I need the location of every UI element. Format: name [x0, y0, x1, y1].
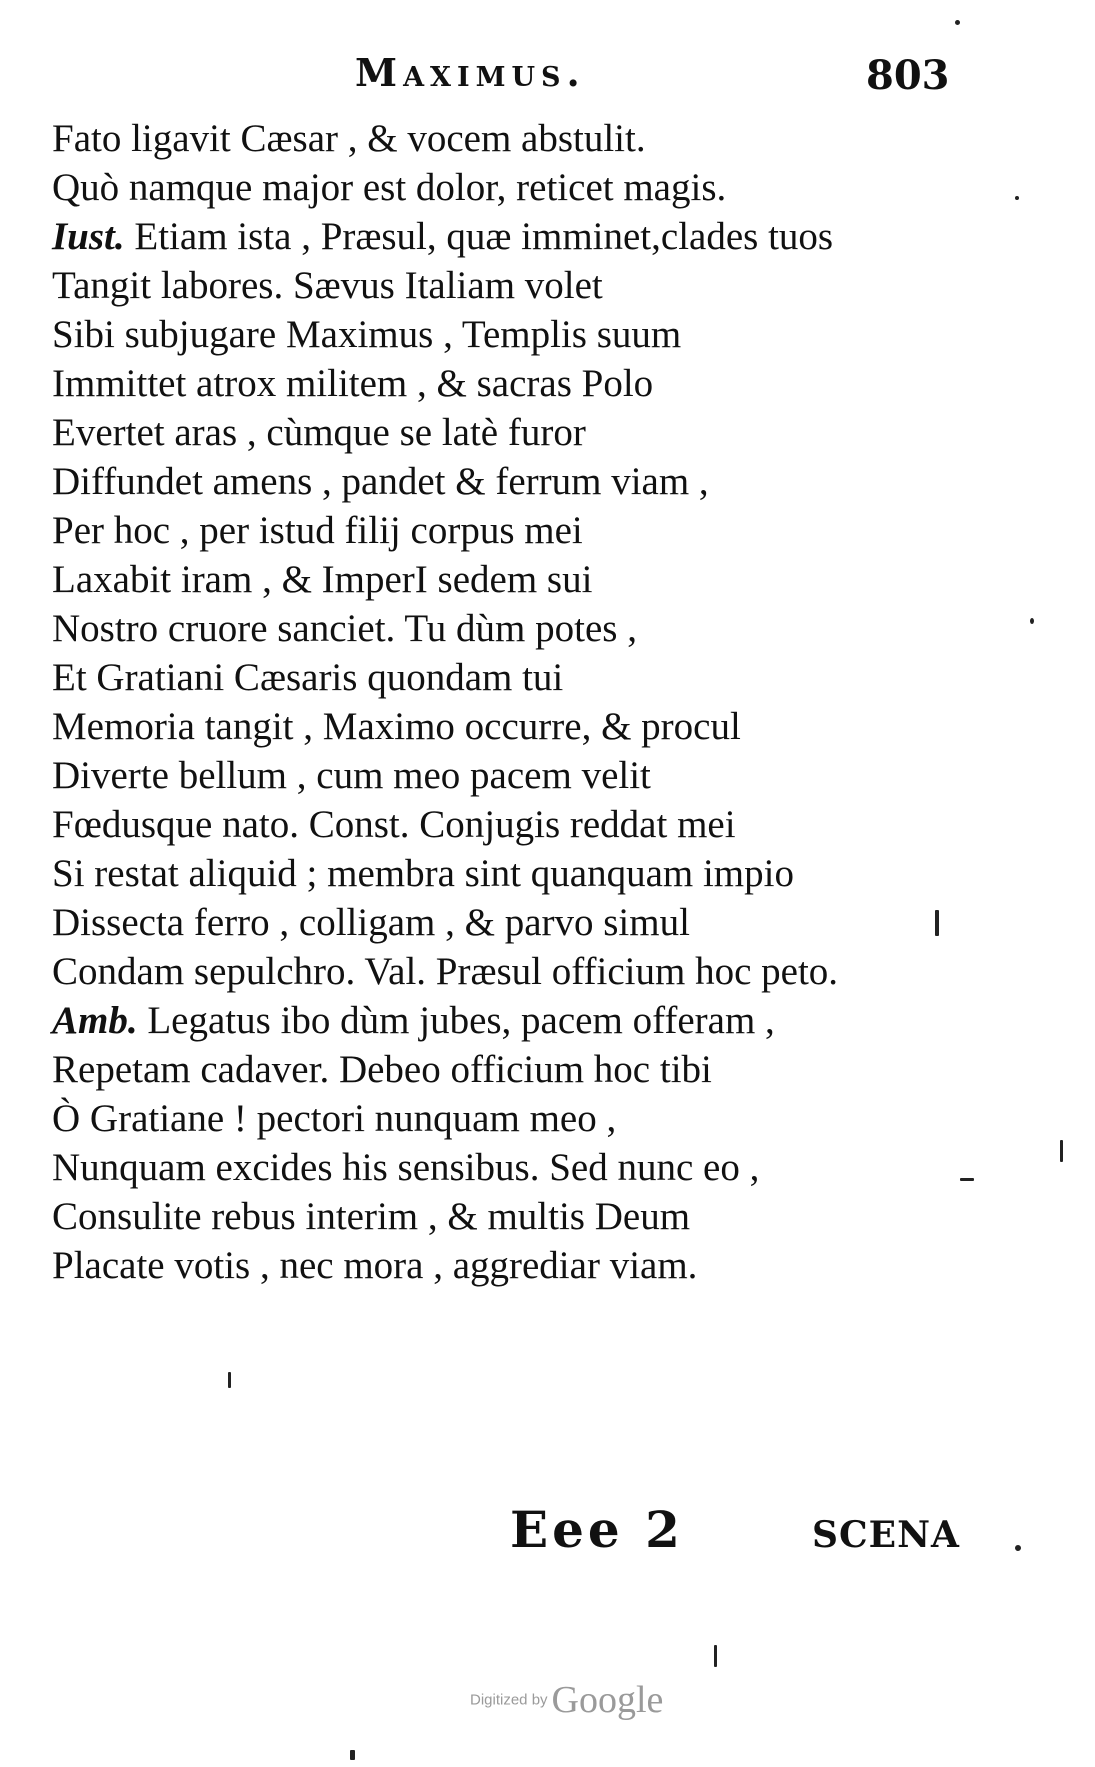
verse-text: Tangit labores. Sævus Italiam volet: [52, 264, 603, 307]
scan-speck: [935, 910, 939, 936]
speaker-label: Iust.: [52, 215, 125, 258]
signature-mark: Eee 2: [510, 1500, 684, 1559]
verse-line: [52, 506, 992, 555]
scan-speck: [350, 1750, 355, 1760]
scan-speck: [1060, 1140, 1063, 1162]
verse-text: Laxabit iram , & ImperI sedem sui: [52, 558, 593, 601]
verse-text: Et Gratiani Cæsaris quondam tui: [52, 656, 564, 699]
verse-line: [52, 359, 992, 408]
verse-line: [52, 1045, 992, 1094]
verse-text: Consulite rebus interim , & multis Deum: [52, 1195, 691, 1238]
scan-speck: [1015, 196, 1019, 200]
verse-line: [52, 310, 992, 359]
scan-speck: [714, 1645, 717, 1667]
verse-line: [52, 457, 992, 506]
scan-speck: [1015, 1545, 1021, 1551]
verse-line: [52, 604, 992, 653]
verse-line: [52, 947, 992, 996]
verse-text: Si restat aliquid ; membra sint quanquam impio: [52, 852, 794, 895]
verse-line: [52, 114, 992, 163]
verse-text: Sibi subjugare Maximus , Templis suum: [52, 313, 682, 356]
verse-line: [52, 555, 992, 604]
scan-speck: [960, 1178, 974, 1181]
verse-line: [52, 1094, 992, 1143]
running-head: Maximus.: [355, 50, 586, 95]
watermark-prefix: Digitized by: [470, 1691, 548, 1709]
verse-text: Dissecta ferro , colligam , & parvo simul: [52, 901, 690, 944]
scan-speck: [955, 20, 960, 25]
watermark-brand: Google: [551, 1679, 664, 1721]
verse-text: Quò namque major est dolor, reticet magis.: [52, 166, 727, 209]
verse-text: Evertet aras , cùmque se latè furor: [52, 411, 586, 454]
catchword: SCENA: [812, 1514, 960, 1556]
verse-text: Placate votis , nec mora , aggrediar viam.: [52, 1244, 698, 1287]
verse-line: [52, 1192, 992, 1241]
verse-text: Fato ligavit Cæsar , & vocem abstulit.: [52, 117, 646, 160]
verse-text: Ò Gratiane ! pectori nunquam meo ,: [52, 1097, 617, 1140]
page-number: 803: [866, 52, 950, 99]
speaker-label: Amb.: [52, 999, 138, 1042]
verse-line: [52, 261, 992, 310]
verse-text: Per hoc , per istud filij corpus mei: [52, 509, 583, 552]
verse-text: Legatus ibo dùm jubes, pacem offeram ,: [137, 999, 775, 1042]
verse-text: Diffundet amens , pandet & ferrum viam ,: [52, 460, 709, 503]
scan-speck: [228, 1372, 231, 1388]
verse-line: [52, 1241, 992, 1290]
digitized-watermark: [470, 1678, 663, 1722]
verse-text: Nunquam excides his sensibus. Sed nunc eo ,: [52, 1146, 760, 1189]
scan-speck: [1030, 618, 1034, 624]
verse-line: [52, 751, 992, 800]
verse-line: [52, 163, 992, 212]
verse-text: Fœdusque nato. Const. Conjugis reddat mei: [52, 803, 736, 846]
verse-line: [52, 800, 992, 849]
verse-text: Condam sepulchro. Val. Præsul officium hoc peto.: [52, 950, 839, 993]
verse-line: [52, 898, 992, 947]
verse-block: [52, 114, 992, 1290]
verse-line: [52, 1143, 992, 1192]
verse-line: [52, 408, 992, 457]
verse-text: Immittet atrox militem , & sacras Polo: [52, 362, 654, 405]
verse-line: [52, 996, 992, 1045]
verse-text: Diverte bellum , cum meo pacem velit: [52, 754, 651, 797]
verse-text: Nostro cruore sanciet. Tu dùm potes ,: [52, 607, 637, 650]
verse-text: Repetam cadaver. Debeo officium hoc tibi: [52, 1048, 712, 1091]
verse-line: [52, 653, 992, 702]
verse-text: Memoria tangit , Maximo occurre, & procul: [52, 705, 741, 748]
verse-line: [52, 212, 992, 261]
verse-line: [52, 849, 992, 898]
verse-line: [52, 702, 992, 751]
verse-text: Etiam ista , Præsul, quæ imminet,clades tuos: [124, 215, 834, 258]
